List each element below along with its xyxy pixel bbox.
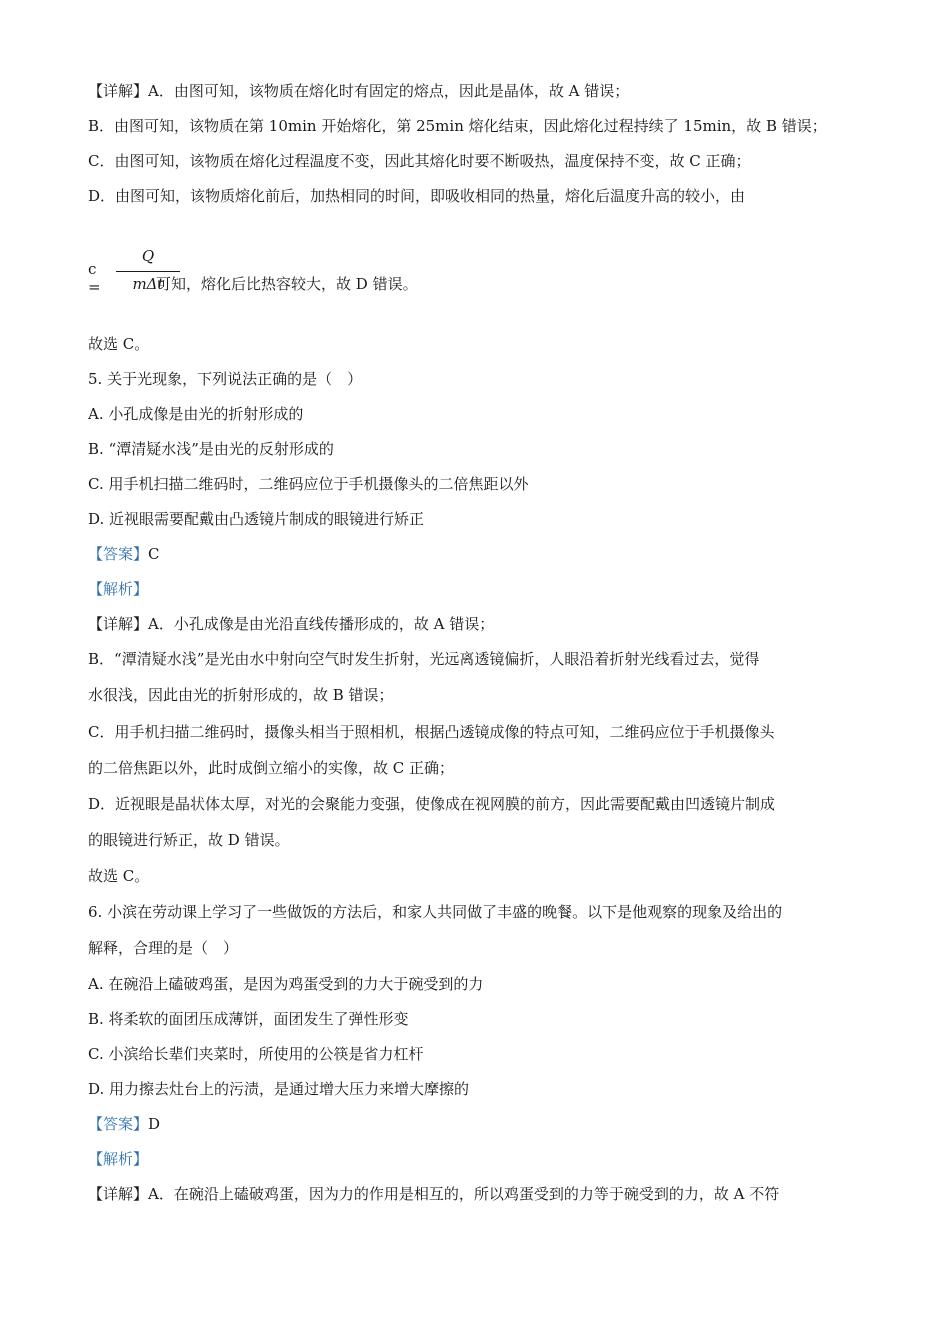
prev-detail-a <box>88 81 629 101</box>
q5-option-d: D. 近视眼需要配戴由凸透镜片制成的眼镜进行矫正 <box>88 510 425 528</box>
q6-stem-line: 6. 小滨在劳动课上学习了一些做饭的方法后，和家人共同做了丰盛的晚餐。以下是他观察的现象及给出的 <box>88 903 783 921</box>
prev-detail-b: B．由图可知，该物质在第 10min 开始熔化，第 25min 熔化结束，因此熔化过程持续了 15min，故 B 错误； <box>88 117 827 135</box>
formula-numerator: Q <box>141 247 155 265</box>
fraction-bar <box>116 271 180 272</box>
q5-detail-line: D．近视眼是晶状体太厚，对光的会聚能力变强，使像成在视网膜的前方，因此需要配戴由凹透镜片制成 <box>88 795 776 813</box>
detail-text: A．小孔成像是由光沿直线传播形成的，故 A 错误； <box>148 615 495 633</box>
q5-detail-line: C．用手机扫描二维码时，摄像头相当于照相机，根据凸透镜成像的特点可知，二维码应位于手机摄像头 <box>88 723 775 741</box>
q5-analysis-tag: 【解析】 <box>88 580 149 598</box>
q5-conclusion: 故选 C。 <box>88 867 150 885</box>
formula-lhs: c = <box>88 260 101 296</box>
formula-after-text: 可知，熔化后比热容较大，故 D 错误。 <box>156 275 418 293</box>
q6-option-a: A. 在碗沿上磕破鸡蛋，是因为鸡蛋受到的力大于碗受到的力 <box>88 975 484 993</box>
q5-answer <box>88 544 160 564</box>
q6-detail-a <box>88 1184 779 1204</box>
prev-detail-d: D．由图可知，该物质熔化前后，加热相同的时间，即吸收相同的热量，熔化后温度升高的较小，由 <box>88 187 746 205</box>
detail-tag: 【详解】 <box>88 1185 149 1203</box>
q5-detail-line: B．“潭清疑水浅”是光由水中射向空气时发生折射，光远离透镜偏折，人眼沿着折射光线看过去，觉得 <box>88 650 760 668</box>
q6-option-d: D. 用力擦去灶台上的污渍，是通过增大压力来增大摩擦的 <box>88 1080 470 1098</box>
q5-detail-line: 的二倍焦距以外，此时成倒立缩小的实像，故 C 正确； <box>88 759 455 777</box>
q6-option-c: C. 小滨给长辈们夹菜时，所使用的公筷是省力杠杆 <box>88 1045 424 1063</box>
q6-answer <box>88 1114 160 1134</box>
q5-option-c: C. 用手机扫描二维码时，二维码应位于手机摄像头的二倍焦距以外 <box>88 475 529 493</box>
formula-denominator: mΔt <box>132 275 164 293</box>
q6-stem-line: 解释，合理的是（ ） <box>88 939 239 957</box>
q5-detail-line: 的眼镜进行矫正，故 D 错误。 <box>88 831 290 849</box>
q5-option-b: B. “潭清疑水浅”是由光的反射形成的 <box>88 440 334 458</box>
detail-tag: 【详解】 <box>88 615 149 633</box>
q5-option-a: A. 小孔成像是由光的折射形成的 <box>88 405 304 423</box>
prev-conclusion: 故选 C。 <box>88 335 150 353</box>
detail-text: A．由图可知，该物质在熔化时有固定的熔点，因此是晶体，故 A 错误； <box>148 82 630 100</box>
q6-option-b: B. 将柔软的面团压成薄饼，面团发生了弹性形变 <box>88 1010 409 1028</box>
detail-text: A．在碗沿上磕破鸡蛋，因为力的作用是相互的，所以鸡蛋受到的力等于碗受到的力，故 A 不符 <box>148 1185 780 1203</box>
answer-value: D <box>148 1115 161 1133</box>
answer-tag: 【答案】 <box>88 545 149 563</box>
q5-detail-line: 水很浅，因此由光的折射形成的，故 B 错误； <box>88 686 394 704</box>
answer-value: C <box>148 545 160 563</box>
q5-detail-a <box>88 614 494 634</box>
prev-detail-c: C．由图可知，该物质在熔化过程温度不变，因此其熔化时要不断吸热，温度保持不变，故 C 正确； <box>88 152 751 170</box>
q6-analysis-tag: 【解析】 <box>88 1150 149 1168</box>
detail-tag: 【详解】 <box>88 82 149 100</box>
q5-stem: 5. 关于光现象，下列说法正确的是（ ） <box>88 370 363 388</box>
answer-tag: 【答案】 <box>88 1115 149 1133</box>
